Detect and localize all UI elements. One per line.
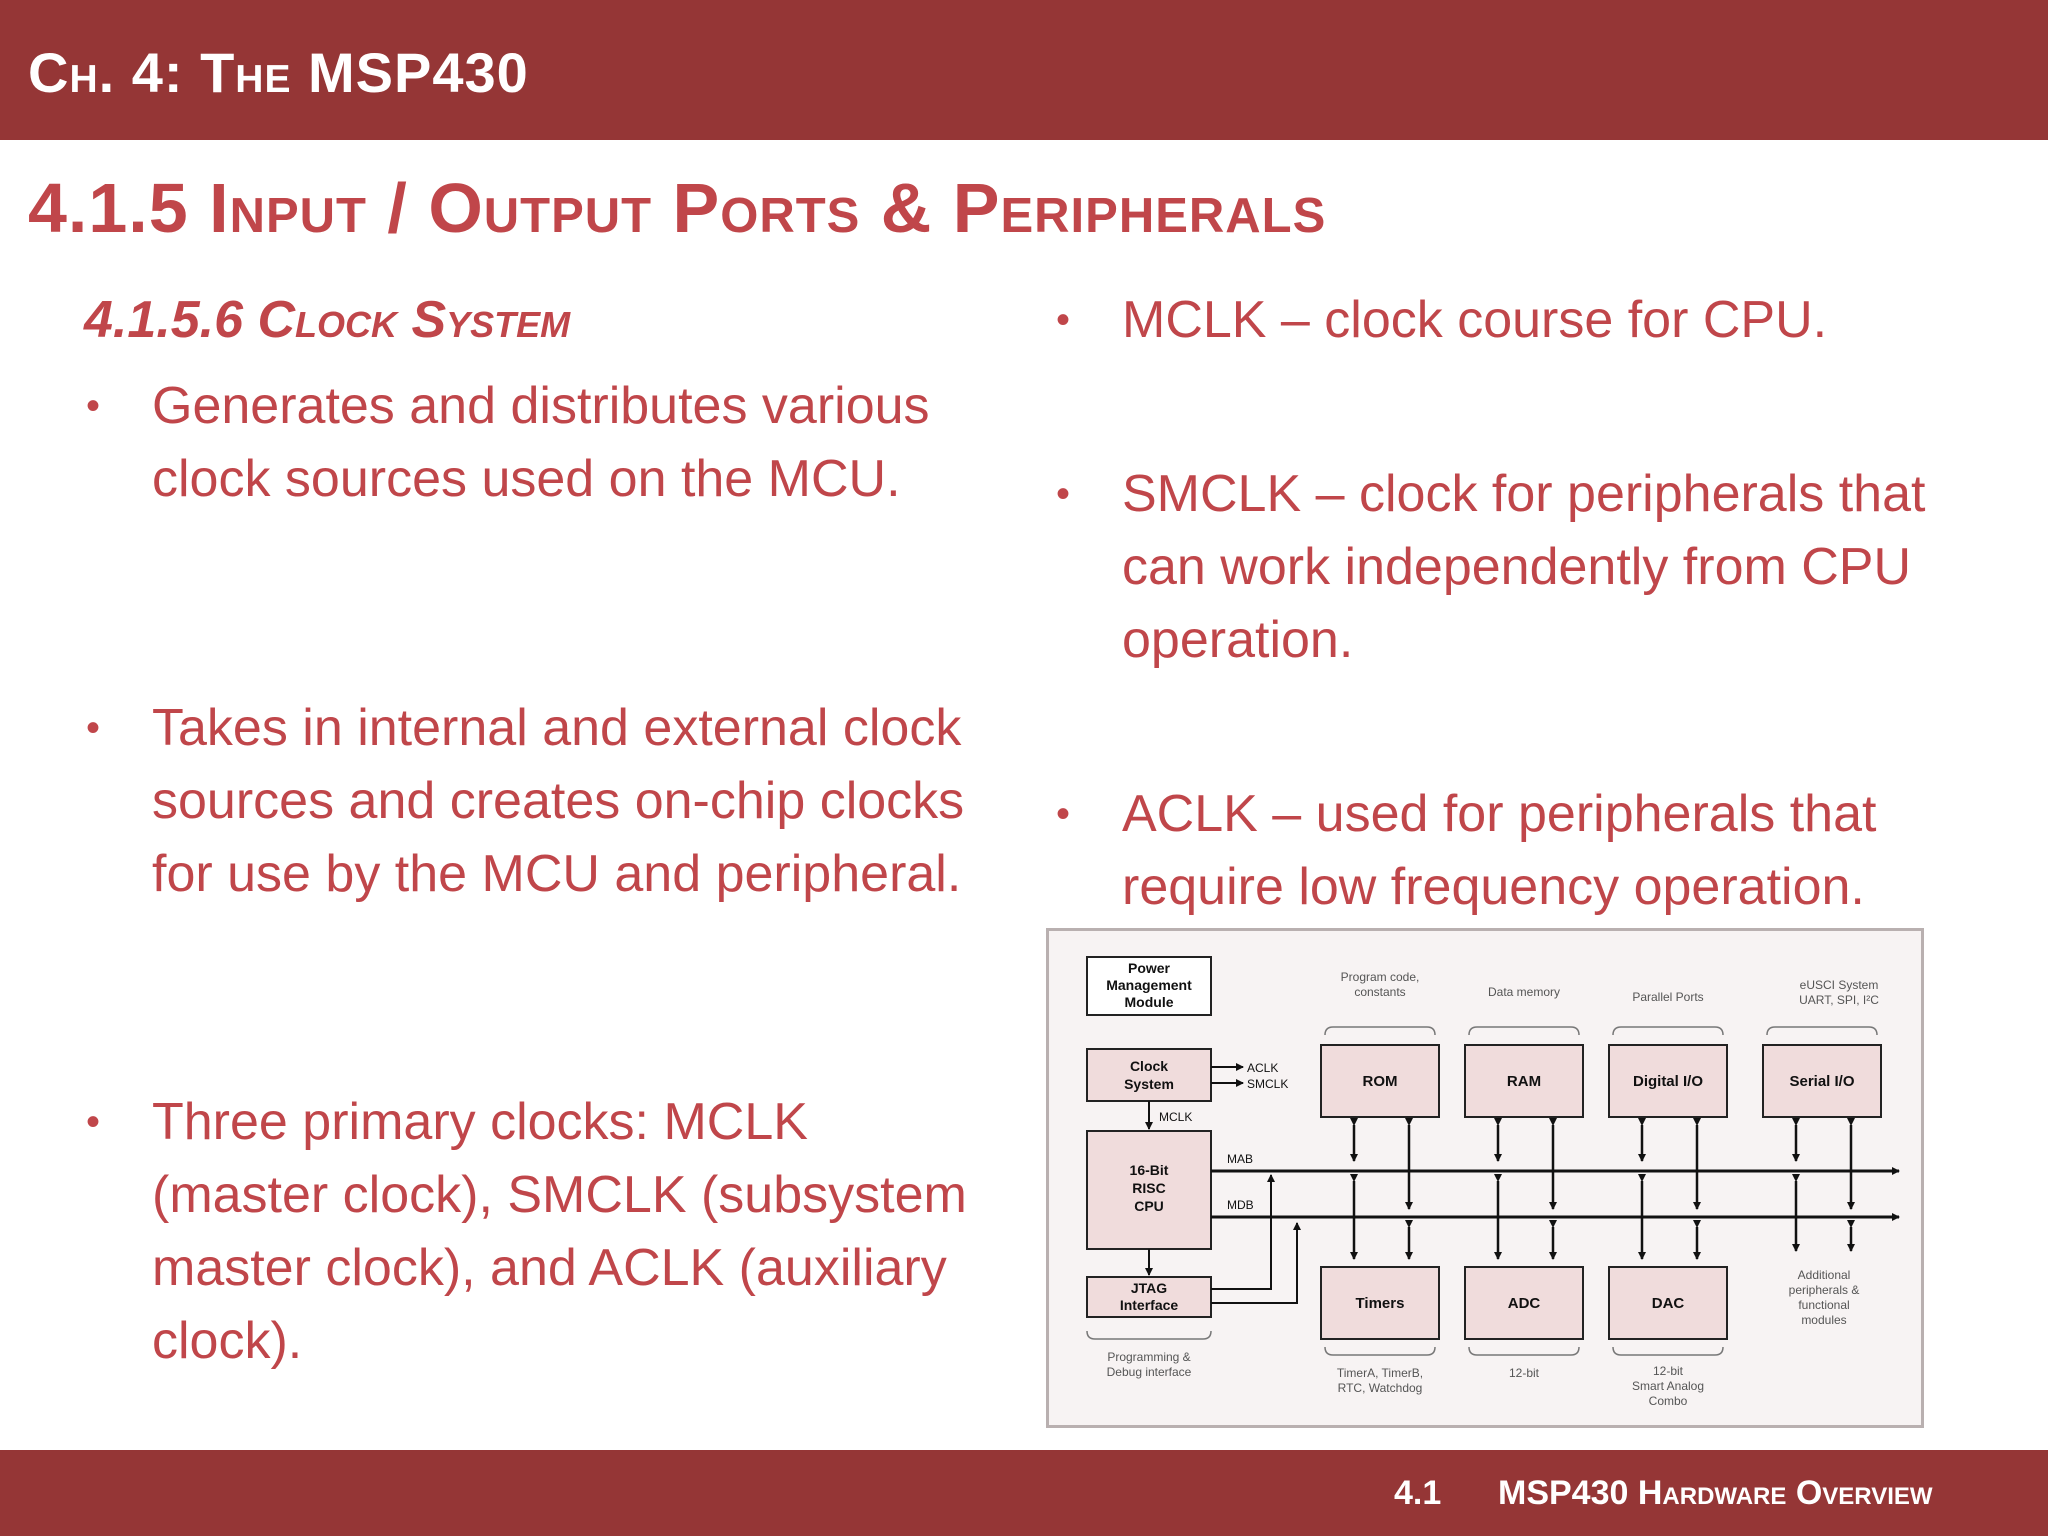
jtag-mdb-link	[1211, 1223, 1297, 1303]
clock-system-block	[1087, 1049, 1211, 1101]
timers-note-1: TimerA, TimerB,	[1336, 1366, 1424, 1380]
digital-io-label: Digital I/O	[1632, 1073, 1704, 1090]
header-bar	[0, 0, 2048, 140]
bullet-text: Generates and distributes various clock sources used on the MCU.	[152, 377, 930, 508]
bullet-text: MCLK – clock course for CPU.	[1122, 291, 1828, 349]
rom-label: ROM	[1362, 1073, 1398, 1090]
mclk-label: MCLK	[1159, 1110, 1193, 1124]
right-bullet-2	[1056, 458, 2022, 677]
timers-note-2: RTC, Watchdog	[1337, 1381, 1423, 1395]
cpu-label-3: CPU	[1134, 1198, 1164, 1214]
bullet-text: Takes in internal and external clock sources and creates on-chip clocks for use by the MCU and peripheral.	[152, 699, 965, 903]
footer-section-title: MSP430 Hardware Overview	[1498, 1474, 1933, 1512]
dio-note-1: Parallel Ports	[1632, 990, 1704, 1004]
bullet-icon: •	[1056, 298, 1071, 342]
extra-note-3: functional	[1798, 1298, 1850, 1312]
msp430-block-diagram	[1046, 928, 1924, 1428]
extra-note-4: modules	[1801, 1313, 1847, 1327]
left-bullet-1	[86, 370, 1012, 516]
left-bullet-3	[86, 1086, 982, 1378]
dac-label: DAC	[1651, 1295, 1685, 1312]
ram-brace	[1469, 1027, 1579, 1035]
clock-label-2: System	[1124, 1076, 1174, 1092]
dac-note-3: Combo	[1648, 1394, 1688, 1408]
mab-label: MAB	[1227, 1152, 1254, 1166]
cpu-label-2: RISC	[1132, 1180, 1166, 1196]
pmm-label-2: Management	[1106, 977, 1192, 993]
timers-label: Timers	[1355, 1295, 1405, 1312]
dac-note-1: 12-bit	[1652, 1364, 1684, 1378]
extra-note-1: Additional	[1797, 1268, 1851, 1282]
left-bullet-2	[86, 692, 1002, 911]
jtag-note-2: Debug interface	[1106, 1365, 1192, 1379]
right-bullet-3	[1056, 778, 2022, 924]
sio-note-2: UART, SPI, I²C	[1799, 993, 1879, 1007]
adc-note-1: 12-bit	[1508, 1366, 1540, 1380]
serial-io-label: Serial I/O	[1789, 1073, 1855, 1090]
smclk-label: SMCLK	[1247, 1077, 1289, 1091]
block-diagram-svg	[1049, 931, 1921, 1425]
bullet-text: SMCLK – clock for peripherals that can work independently from CPU operation.	[1122, 465, 1926, 669]
rom-note-1: Program code,	[1340, 970, 1420, 984]
bullet-icon: •	[1056, 472, 1071, 516]
bullet-icon: •	[86, 1100, 101, 1144]
jtag-brace	[1087, 1331, 1211, 1339]
footer-bar	[0, 1450, 2048, 1536]
dac-note-2: Smart Analog	[1631, 1379, 1705, 1393]
sio-brace	[1767, 1027, 1877, 1035]
ram-note-1: Data memory	[1487, 985, 1561, 999]
rom-note-2: constants	[1354, 985, 1406, 999]
aclk-label: ACLK	[1247, 1061, 1279, 1075]
section-title: 4.1.5 Input / Output Ports & Peripherals	[28, 169, 1327, 247]
bullet-text: Three primary clocks: MCLK (master clock), SMCLK (subsystem master clock), and ACLK (auxiliary clock).	[152, 1093, 967, 1370]
mdb-label: MDB	[1227, 1198, 1254, 1212]
jtag-label-2: Interface	[1119, 1297, 1179, 1313]
extra-note-2: peripherals &	[1788, 1283, 1860, 1297]
sio-note-1: eUSCI System	[1799, 978, 1879, 992]
right-bullet-1	[1056, 284, 2022, 357]
jtag-mab-link	[1211, 1175, 1271, 1289]
bullet-icon: •	[86, 384, 101, 428]
dio-brace	[1613, 1027, 1723, 1035]
chapter-title: Ch. 4: The MSP430	[28, 41, 529, 104]
dac-brace	[1613, 1347, 1723, 1355]
pmm-label-1: Power	[1127, 960, 1171, 976]
subsection-heading: 4.1.5.6 Clock System	[84, 291, 571, 349]
timers-brace	[1325, 1347, 1435, 1355]
pmm-label-3: Module	[1124, 994, 1174, 1010]
jtag-label-1: JTAG	[1130, 1280, 1168, 1296]
adc-brace	[1469, 1347, 1579, 1355]
bullet-icon: •	[86, 706, 101, 750]
jtag-note-1: Programming &	[1107, 1350, 1191, 1364]
clock-label-1: Clock	[1129, 1058, 1169, 1074]
rom-brace	[1325, 1027, 1435, 1035]
adc-label: ADC	[1507, 1295, 1541, 1312]
footer-section-number: 4.1	[1394, 1474, 1442, 1512]
ram-label: RAM	[1506, 1073, 1542, 1090]
bullet-icon: •	[1056, 792, 1071, 836]
cpu-label-1: 16-Bit	[1129, 1162, 1169, 1178]
bullet-text: ACLK – used for peripherals that require low frequency operation.	[1122, 785, 1877, 916]
